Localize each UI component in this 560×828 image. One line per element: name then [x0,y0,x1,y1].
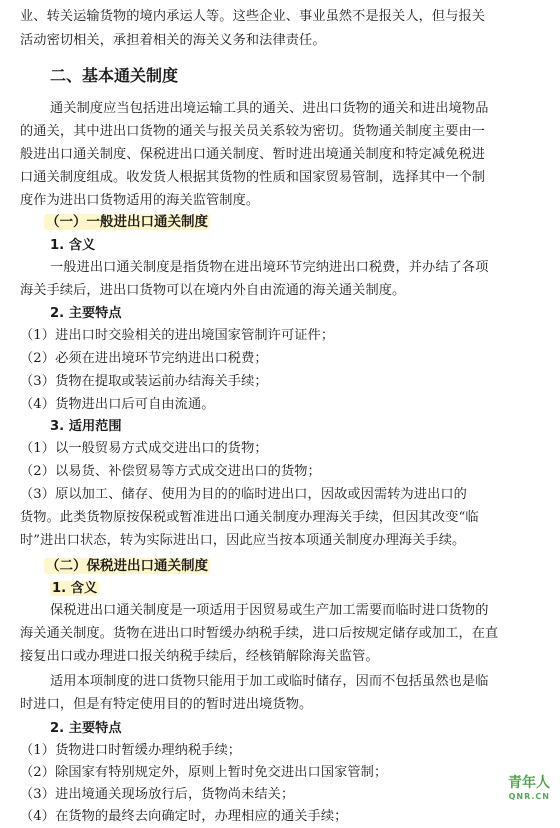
text-line: 时进口，但是有特定使用目的的暂时进出境货物。 [20,697,313,712]
list-item: （1）以一般贸易方式成交进出口的货物； [20,441,268,456]
text-line: 口通关制度组成。收发货人根据其货物的性质和国家贸易管制，选择其中一个制 [20,170,486,185]
text-line: 保税进出口通关制度是一项适用于因贸易或生产加工需要而临时进口货物的 [50,603,489,618]
text-line: 适用本项制度的进口货物只能用于加工或临时储存，因而不包括虽然也是临 [50,674,489,689]
text-line: 海关通关制度。货物在进出口时暂缓办纳税手续，进口后按规定储存或加工，在直 [20,626,499,641]
text-line: 业、转关运输货物的境内承运人等。这些企业、事业虽然不是报关人，但与报关 [20,9,486,24]
list-item: （1）货物进口时暂缓办理纳税手续； [20,743,242,758]
item-heading: 2. 主要特点 [50,306,122,321]
text-line: 时”进出口状态，转为实际进出口，因此应当按本项通关制度办理海关手续。 [20,533,466,548]
item-heading: 1. 含义 [52,581,98,596]
item-heading: 1. 含义 [50,238,96,253]
text-line: 通关制度应当包括进出境运输工具的通关、进出口货物的通关和进出境物品 [50,101,489,116]
list-item: （3）进出境通关现场放行后，货物尚未结关； [20,787,295,802]
list-item: （2）必须在进出境环节完纳进出口税费； [20,351,268,366]
text-line: 般进出口通关制度、保税进出口通关制度、暂时进出境通关制度和特定减免税进 [20,147,486,162]
item-heading: 3. 适用范围 [50,419,122,434]
list-item: （4）在货物的最终去向确定时，办理相应的通关手续； [20,809,348,824]
watermark-logo: 青年人 QNR.CN [508,775,550,801]
list-item: （1）进出口时交验相关的进出境国家管制许可证件； [20,328,335,343]
text-line: 度作为进出口货物适用的海关监管制度。 [20,193,260,208]
subsection-heading-general: （一）一般进出口通关制度 [46,214,208,230]
text-line: 活动密切相关，承担着相关的海关义务和法律责任。 [20,33,326,48]
text-line: 海关手续后，进出口货物可以在境内外自由流通的海关通关制度。 [20,283,406,298]
text-line: 的通关，其中进出口货物的通关与报关员关系较为密切。货物通关制度主要由一 [20,124,486,139]
list-item: （2）以易货、补偿贸易等方式成交进出口的货物； [20,464,321,479]
subsection-heading-bonded: （二）保税进出口通关制度 [46,558,208,574]
list-item: （3）原以加工、储存、使用为目的的临时进出口，因故或因需转为进出口的 [20,487,467,502]
text-line: 接复出口或办理进口报关纳税手续后，经核销解除海关监管。 [20,649,379,664]
list-item: （4）货物进出口后可自由流通。 [20,397,215,412]
text-line: 货物。此类货物原按保税或暂准进出口通关制度办理海关手续，但因其改变“临 [20,510,479,525]
section-heading-basic: 二、基本通关制度 [50,66,179,85]
item-heading: 2. 主要特点 [50,721,122,736]
list-item: （3）货物在提取或装运前办结海关手续； [20,374,268,389]
list-item: （2）除国家有特别规定外，原则上暂时免交进出口国家管制； [20,765,388,780]
text-line: 一般进出口通关制度是指货物在进出境环节完纳进出口税费，并办结了各项 [50,260,489,275]
